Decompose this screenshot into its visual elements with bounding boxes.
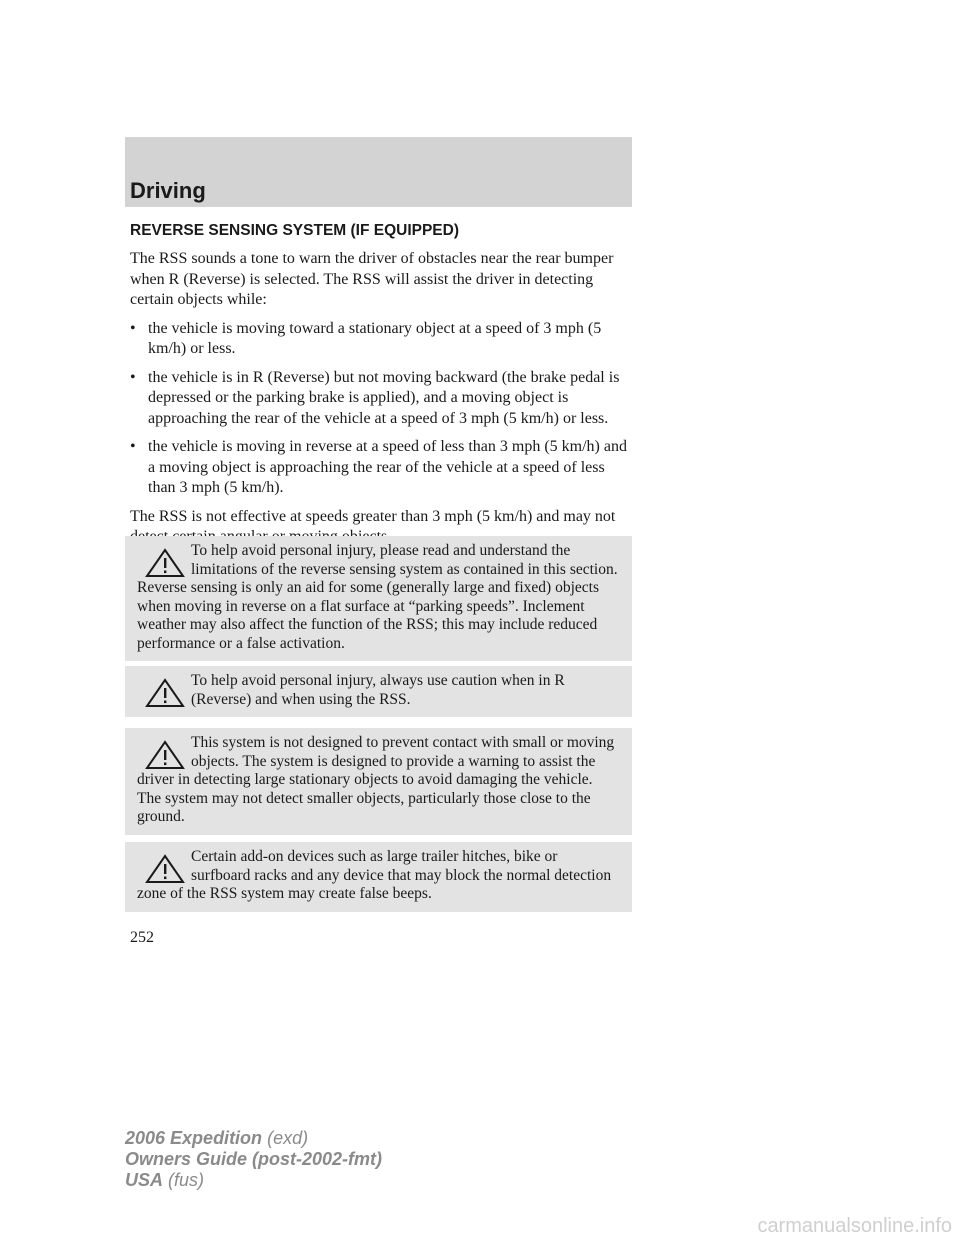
footer-line-2 — [125, 1149, 382, 1170]
warning-box — [125, 842, 632, 912]
section-header — [125, 137, 632, 207]
warning-box — [125, 536, 632, 661]
page-heading: REVERSE SENSING SYSTEM (IF EQUIPPED) — [130, 222, 460, 239]
bullet-icon: • — [130, 438, 136, 455]
main-content — [130, 222, 635, 556]
bullet-icon: • — [130, 368, 136, 386]
warning-triangle-icon — [145, 740, 185, 770]
warning-text: To help avoid personal injury, always use caution when in R (Reverse) and when using the RSS. — [191, 672, 565, 708]
warning-triangle-icon — [145, 854, 185, 884]
footer-market: USA — [125, 1170, 164, 1190]
list-item — [130, 437, 635, 499]
footer-market-code: (fus) — [168, 1170, 205, 1190]
footer-line-3 — [125, 1170, 382, 1191]
warning-text: To help avoid personal injury, please read and understand the limitations of the reverse sensing system as contained in this section. Reverse sensing is only an aid for some (generally large and fixed) objects when moving in reverse on a flat surface at “parking speeds”. Inclement weather may also affect the function of the RSS; this may include reduced performance or a false activation. — [137, 542, 618, 652]
bullet-text: the vehicle is moving toward a stationary object at a speed of 3 mph (5 km/h) or less. — [148, 319, 602, 357]
bullet-icon: • — [130, 319, 136, 337]
list-item — [130, 368, 635, 430]
warning-triangle-icon — [145, 548, 185, 578]
footer-line-1 — [125, 1128, 382, 1149]
list-item — [130, 319, 635, 360]
warning-text: Certain add-on devices such as large trailer hitches, bike or surfboard racks and any device that may block the normal detection zone of the RSS system may create false beeps. — [137, 848, 612, 902]
page-number: 252 — [130, 929, 154, 946]
section-title: Driving — [130, 178, 206, 203]
warning-box — [125, 728, 632, 835]
watermark: carmanualsonline.info — [757, 1215, 952, 1237]
note-paragraph: The RSS is not effective at speeds greater than 3 mph (5 km/h) and may not — [130, 507, 616, 525]
footer-model: 2006 Expedition — [125, 1128, 263, 1148]
document-footer — [125, 1128, 382, 1191]
warning-text: This system is not designed to prevent contact with small or moving objects. The system is designed to provide a warning to assist the driver in detecting large stationary objects to avoid damaging the vehicle. The system may not detect smaller objects, particularly those close to the ground. — [137, 734, 615, 825]
intro-paragraph: The RSS sounds a tone to warn the driver of obstacles near the rear bumper when R (Reverse) is selected. The RSS will assist the driver in detecting certain objects while: — [130, 250, 614, 308]
warning-triangle-icon — [145, 678, 185, 708]
bullet-list — [130, 319, 635, 499]
bullet-text: the vehicle is in R (Reverse) but not moving backward (the brake pedal is depressed or the parking brake is applied), and a moving object is approaching the rear of the vehicle at a speed of 3 mph (5 km/h) or less. — [148, 368, 620, 427]
warning-box — [125, 666, 632, 717]
footer-model-code: (exd) — [267, 1128, 309, 1148]
footer-guide: Owners Guide (post-2002-fmt) — [125, 1149, 383, 1169]
bullet-text: the vehicle is moving in reverse at a speed of less than 3 mph (5 km/h) and a moving object is approaching the rear of the vehicle at a speed of less than 3 mph (5 km/h). — [148, 438, 627, 496]
